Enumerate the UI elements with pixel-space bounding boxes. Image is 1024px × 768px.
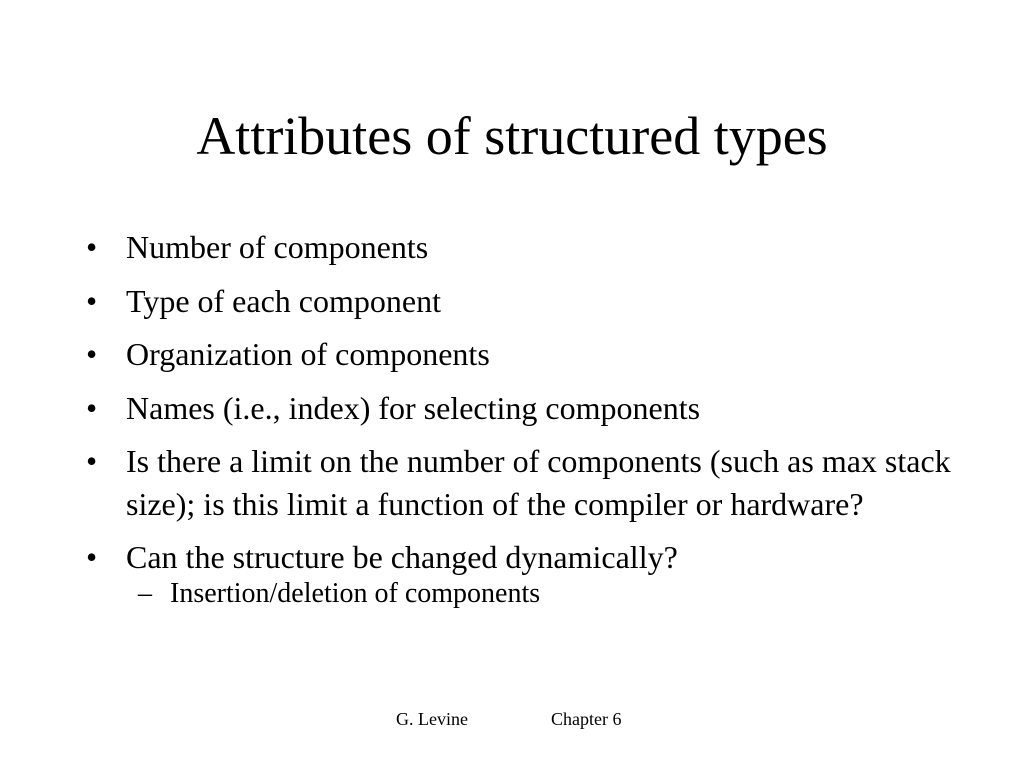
bullet-text: Number of components xyxy=(126,229,429,265)
sub-bullet-text: Insertion/deletion of components xyxy=(170,577,541,609)
bullet-item xyxy=(86,333,966,376)
bullet-marker: • xyxy=(86,282,98,319)
bullet-item xyxy=(86,226,966,269)
bullet-text: Can the structure be changed dynamically? xyxy=(126,539,678,575)
bullet-marker: • xyxy=(86,539,98,575)
bullet-item xyxy=(86,280,966,323)
bullet-list xyxy=(86,226,966,624)
bullet-marker: • xyxy=(86,443,98,479)
bullet-marker: • xyxy=(86,336,98,372)
bullet-text: Type of each component xyxy=(126,282,441,319)
dash-marker: – xyxy=(138,577,152,609)
bullet-text: Names (i.e., index) for selecting components xyxy=(126,389,701,426)
bullet-text: Organization of components xyxy=(126,336,490,372)
bullet-text: Is there a limit on the number of components (such as max stack size); is this limit a function of the compiler or hardware? xyxy=(126,443,951,522)
footer-author: G. Levine xyxy=(396,709,468,729)
sub-bullet-list xyxy=(126,575,966,613)
bullet-marker: • xyxy=(86,389,98,426)
bullet-item xyxy=(86,440,966,525)
bullet-item xyxy=(86,387,966,430)
bullet-marker: • xyxy=(86,229,98,265)
slide-title: Attributes of structured types xyxy=(196,106,828,166)
bullet-item xyxy=(86,536,966,613)
footer-chapter: Chapter 6 xyxy=(551,709,622,729)
sub-bullet-item xyxy=(126,575,966,613)
